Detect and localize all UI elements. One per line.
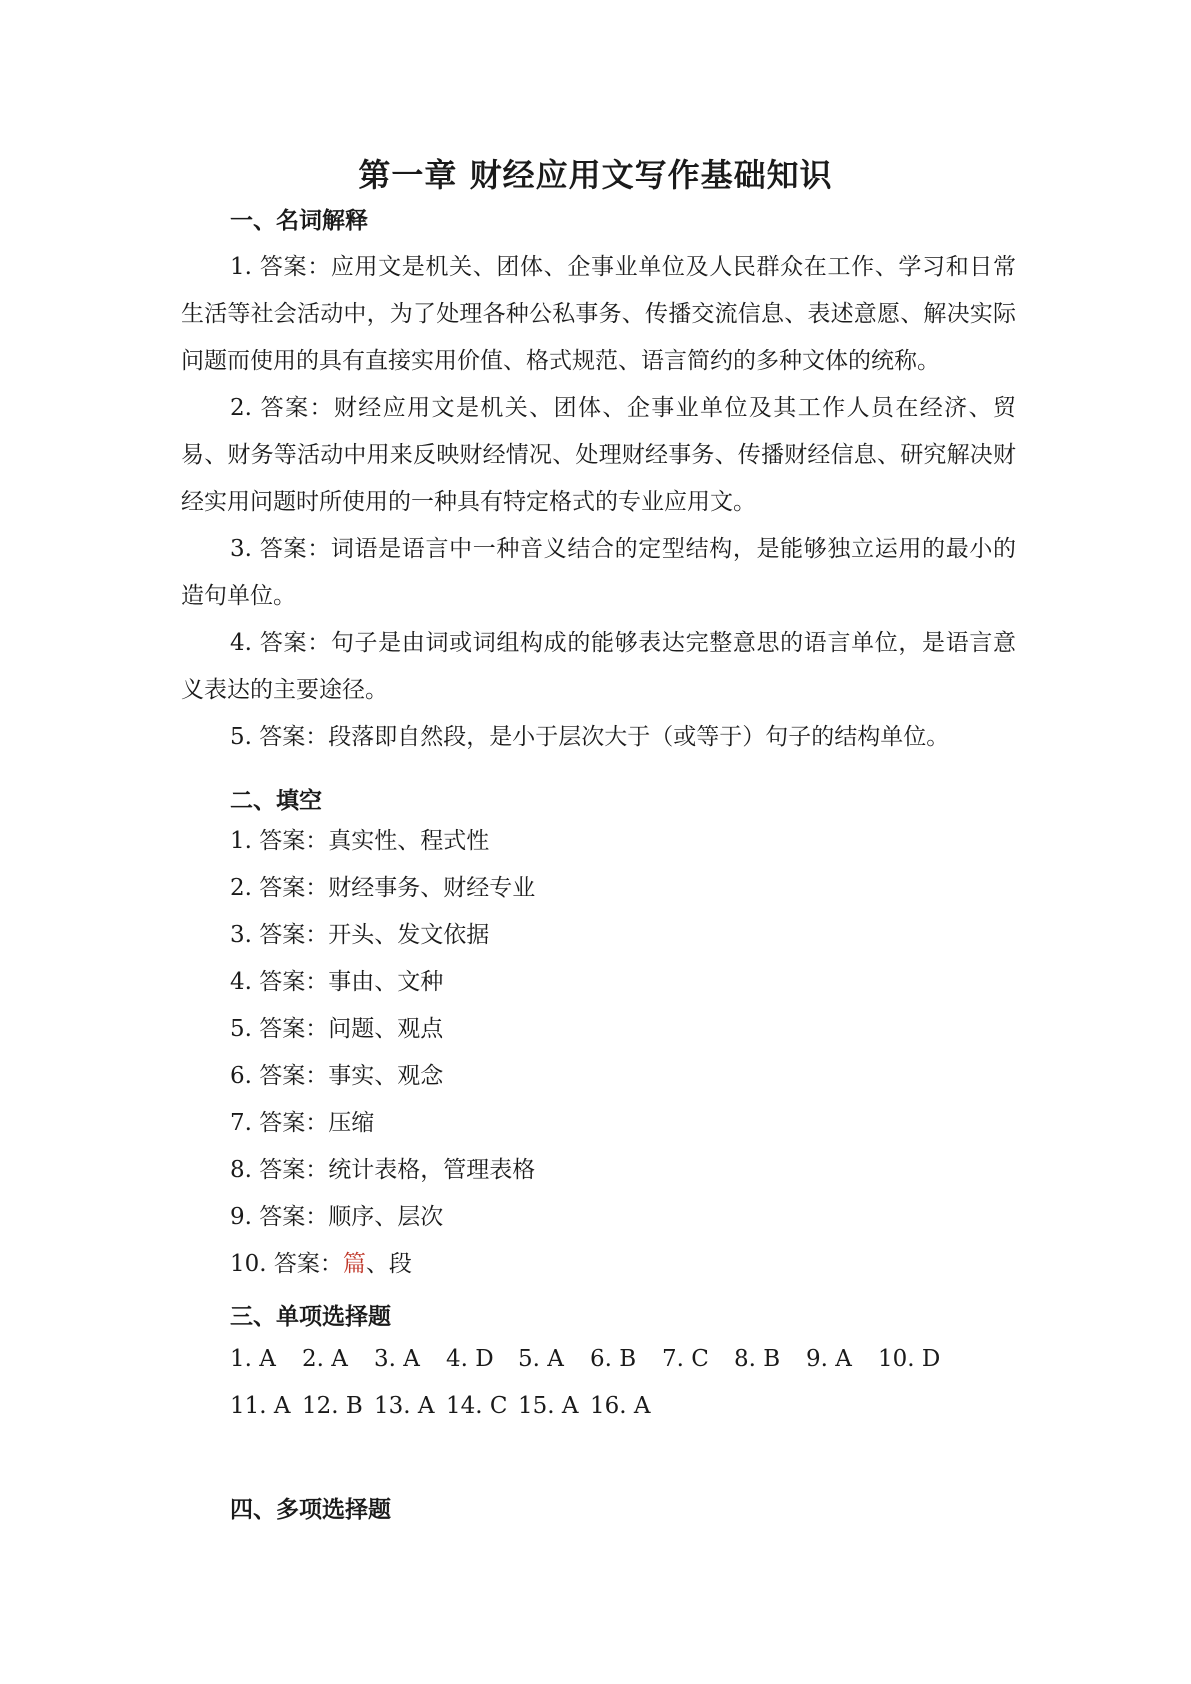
single-answer-1: 1. A bbox=[230, 1346, 276, 1372]
fill-answer-5: 5. 答案：问题、观点 bbox=[230, 1016, 444, 1042]
fill-answer-4: 4. 答案：事由、文种 bbox=[230, 969, 444, 995]
single-answer-11: 11. A bbox=[230, 1393, 291, 1419]
term-answer-2: 2. 答案：财经应用文是机关、团体、企事业单位及其工作人员在经济、贸易、财务等活动中用来反映财经情况、处理财经事务、传播财经信息、研究解决财经实用问题时所使用的一种具有特定格式的专业应用文。 bbox=[181, 395, 1016, 515]
term-answer-5: 5. 答案：段落即自然段，是小于层次大于（或等于）句子的结构单位。 bbox=[230, 724, 950, 750]
single-choice-row-1 bbox=[230, 1344, 950, 1374]
single-answer-8: 8. B bbox=[734, 1346, 781, 1372]
fill-answer-10-suffix: 、段 bbox=[365, 1251, 412, 1277]
term-answer-1: 1. 答案：应用文是机关、团体、企事业单位及人民群众在工作、学习和日常生活等社会活动中，为了处理各种公私事务、传播交流信息、表述意愿、解决实际问题而使用的具有直接实用价值、格式规范、语言简约的多种文体的统称。 bbox=[181, 254, 1016, 374]
section-heading-single: 三、单项选择题 bbox=[230, 1304, 391, 1330]
section-heading-fill: 二、填空 bbox=[230, 788, 322, 814]
single-answer-12: 12. B bbox=[302, 1393, 363, 1419]
fill-answer-1: 1. 答案：真实性、程式性 bbox=[230, 828, 490, 854]
fill-answer-10-prefix: 10. 答案： bbox=[230, 1251, 343, 1277]
single-answer-9: 9. A bbox=[806, 1346, 852, 1372]
single-answer-16: 16. A bbox=[590, 1393, 651, 1419]
single-answer-6: 6. B bbox=[590, 1346, 637, 1372]
single-answer-7: 7. C bbox=[662, 1346, 709, 1372]
single-answer-2: 2. A bbox=[302, 1346, 348, 1372]
fill-answer-6: 6. 答案：事实、观念 bbox=[230, 1063, 444, 1089]
fill-answer-8: 8. 答案：统计表格，管理表格 bbox=[230, 1157, 536, 1183]
fill-answer-3: 3. 答案：开头、发文依据 bbox=[230, 922, 490, 948]
single-answer-15: 15. A bbox=[518, 1393, 579, 1419]
term-answer-4: 4. 答案：句子是由词或词组构成的能够表达完整意思的语言单位，是语言意义表达的主要途径。 bbox=[181, 630, 1016, 703]
fill-answer-9: 9. 答案：顺序、层次 bbox=[230, 1204, 444, 1230]
single-answer-10: 10. D bbox=[878, 1346, 941, 1372]
single-answer-14: 14. C bbox=[446, 1393, 508, 1419]
fill-answer-2: 2. 答案：财经事务、财经专业 bbox=[230, 875, 536, 901]
single-answer-3: 3. A bbox=[374, 1346, 420, 1372]
fill-answer-7: 7. 答案：压缩 bbox=[230, 1110, 375, 1136]
section-heading-terms: 一、名词解释 bbox=[230, 208, 368, 234]
chapter-title: 第一章 财经应用文写作基础知识 bbox=[358, 156, 833, 194]
single-answer-5: 5. A bbox=[518, 1346, 564, 1372]
single-answer-4: 4. D bbox=[446, 1346, 494, 1372]
section-heading-multi: 四、多项选择题 bbox=[230, 1497, 391, 1523]
fill-answer-10-highlight: 篇 bbox=[342, 1251, 366, 1277]
term-answer-3: 3. 答案：词语是语言中一种音义结合的定型结构，是能够独立运用的最小的造句单位。 bbox=[181, 536, 1016, 609]
fill-answer-10 bbox=[230, 1249, 412, 1279]
single-answer-13: 13. A bbox=[374, 1393, 435, 1419]
single-choice-row-2 bbox=[230, 1391, 662, 1421]
